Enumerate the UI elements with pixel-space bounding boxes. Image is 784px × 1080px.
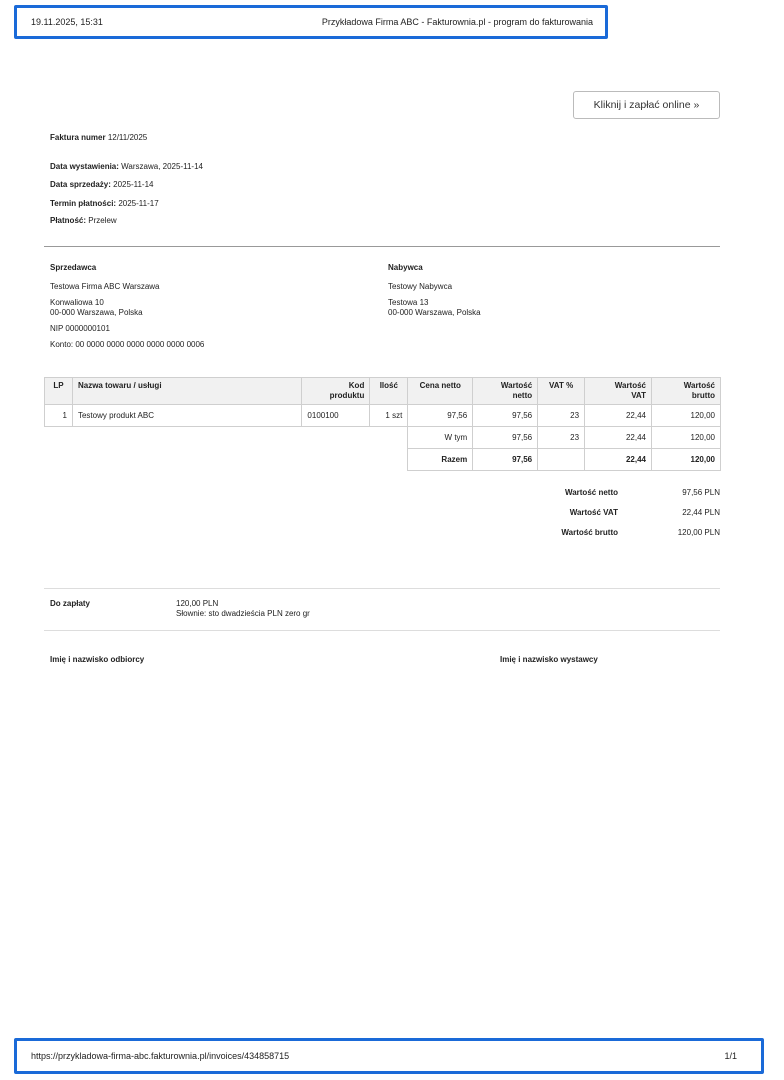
pay-online-button[interactable]: Kliknij i zapłać online »: [573, 91, 720, 119]
due-date-value: 2025-11-17: [118, 199, 159, 208]
total-vat-row: [540, 508, 720, 528]
wtym-vat-rate: 23: [538, 427, 585, 449]
invoice-number-value: 12/11/2025: [107, 133, 148, 142]
due-date: [50, 200, 159, 208]
seller-title: Sprzedawca: [50, 263, 97, 272]
print-url: https://przykladowa-firma-abc.fakturownia.pl/invoices/434858715: [31, 1051, 290, 1061]
seller-name: Testowa Firma ABC Warszawa: [50, 282, 160, 291]
cell-lp: 1: [45, 405, 73, 427]
total-net-value: 97,56 PLN: [682, 488, 720, 497]
blank-cell: [45, 427, 408, 449]
seller-account: Konto: 00 0000 0000 0000 0000 0000 0006: [50, 340, 205, 349]
sale-date: [50, 181, 153, 189]
total-net-row: [540, 488, 720, 508]
buyer-block: [388, 263, 481, 324]
razem-vat-rate: [538, 449, 585, 471]
cell-name: Testowy produkt ABC: [72, 405, 301, 427]
totals-summary: [540, 488, 720, 548]
receiver-signature-label: Imię i nazwisko odbiorcy: [50, 655, 145, 664]
payment-method-value: Przelew: [88, 216, 117, 225]
seller-address: [50, 298, 204, 318]
payment-due-label: Do zapłaty: [50, 599, 91, 608]
seller-street: Konwaliowa 10: [50, 298, 104, 307]
buyer-city: 00-000 Warszawa, Polska: [388, 308, 481, 317]
cell-code: 0100100: [302, 405, 370, 427]
wtym-label: W tym: [408, 427, 473, 449]
divider: [44, 630, 720, 631]
print-header: [14, 5, 608, 39]
cell-net-value: 97,56: [473, 405, 538, 427]
cell-qty: 1 szt: [370, 405, 408, 427]
razem-gross-value: 120,00: [652, 449, 721, 471]
table-row: [45, 405, 721, 427]
print-page-number: 1/1: [724, 1051, 737, 1061]
buyer-name: Testowy Nabywca: [388, 282, 453, 291]
cell-vat-rate: 23: [538, 405, 585, 427]
col-header-lp: LP: [45, 378, 73, 405]
print-datetime: 19.11.2025, 15:31: [31, 17, 103, 27]
table-row-razem: [45, 449, 721, 471]
wtym-vat-value: 22,44: [585, 427, 652, 449]
issue-date-label: Data wystawienia:: [50, 162, 119, 171]
wtym-gross-value: 120,00: [652, 427, 721, 449]
invoice-number-label: Faktura numer: [50, 133, 106, 142]
due-date-label: Termin płatności:: [50, 199, 117, 208]
col-header-code: Kod produktu: [302, 378, 370, 405]
col-header-vat-rate: VAT %: [538, 378, 585, 405]
payment-due-values: [176, 599, 310, 620]
col-header-vat-value: Wartość VAT: [585, 378, 652, 405]
payment-method: [50, 217, 117, 225]
blank-cell: [45, 449, 408, 471]
razem-net-value: 97,56: [473, 449, 538, 471]
print-footer: [14, 1038, 764, 1074]
invoice-number: [50, 134, 147, 142]
seller-nip: NIP 0000000101: [50, 324, 110, 333]
items-table: [44, 377, 721, 471]
print-page-title: Przykładowa Firma ABC - Fakturownia.pl - program do fakturowania: [321, 17, 593, 27]
total-net-label: Wartość netto: [564, 488, 618, 497]
issue-date-value: Warszawa, 2025-11-14: [121, 162, 203, 171]
cell-vat-value: 22,44: [585, 405, 652, 427]
col-header-name: Nazwa towaru / usługi: [72, 378, 301, 405]
sale-date-label: Data sprzedaży:: [50, 180, 111, 189]
razem-vat-value: 22,44: [585, 449, 652, 471]
buyer-title: Nabywca: [388, 263, 423, 272]
sale-date-value: 2025-11-14: [113, 180, 154, 189]
seller-block: [50, 263, 204, 356]
col-header-net-price: Cena netto: [408, 378, 473, 405]
cell-gross-value: 120,00: [652, 405, 721, 427]
buyer-address: [388, 298, 481, 318]
issuer-signature-label: Imię i nazwisko wystawcy: [500, 655, 598, 664]
table-header-row: [45, 378, 721, 405]
col-header-gross-value: Wartość brutto: [652, 378, 721, 405]
wtym-net-value: 97,56: [473, 427, 538, 449]
cell-net-price: 97,56: [408, 405, 473, 427]
payment-due-amount: 120,00 PLN: [176, 599, 219, 608]
razem-label: Razem: [408, 449, 473, 471]
issue-date: [50, 163, 203, 171]
total-gross-label: Wartość brutto: [561, 528, 618, 537]
divider: [44, 246, 720, 247]
total-vat-label: Wartość VAT: [569, 508, 618, 517]
total-vat-value: 22,44 PLN: [682, 508, 720, 517]
col-header-qty: Ilość: [370, 378, 408, 405]
payment-due-words: Słownie: sto dwadzieścia PLN zero gr: [176, 609, 310, 619]
seller-city: 00-000 Warszawa, Polska: [50, 308, 143, 317]
payment-method-label: Płatność:: [50, 216, 87, 225]
total-gross-row: [540, 528, 720, 548]
table-row-wtym: [45, 427, 721, 449]
total-gross-value: 120,00 PLN: [677, 528, 720, 537]
col-header-net-value: Wartość netto: [473, 378, 538, 405]
buyer-street: Testowa 13: [388, 298, 429, 307]
divider: [44, 588, 720, 589]
